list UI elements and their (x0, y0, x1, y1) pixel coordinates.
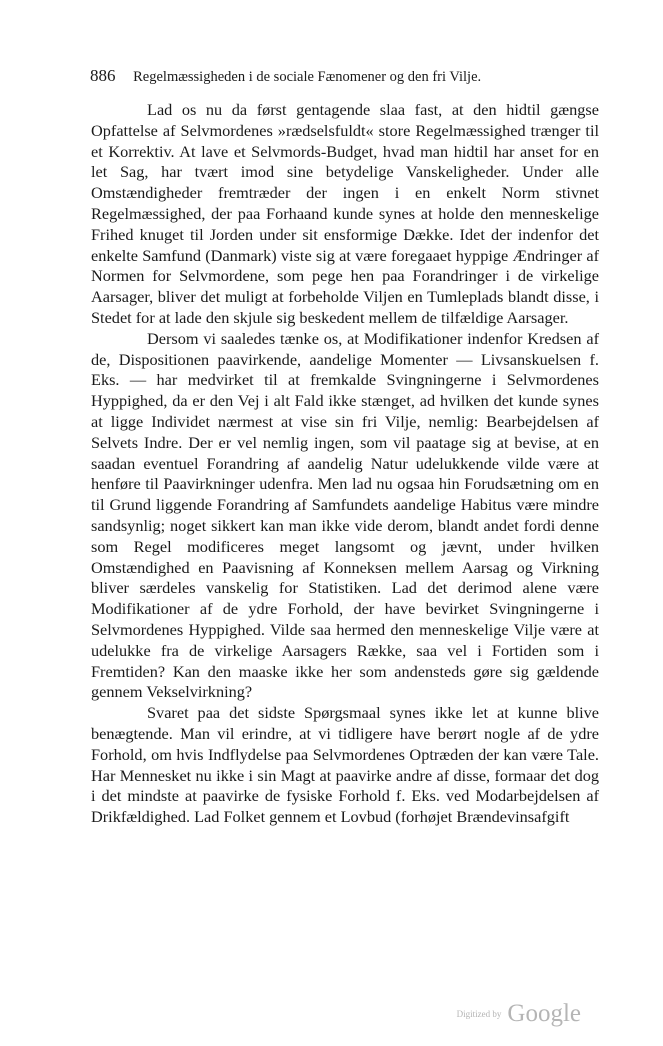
digitized-watermark (457, 1000, 581, 1028)
running-title: Regelmæssigheden i de sociale Fænomener og den fri Vilje. (133, 69, 482, 85)
paragraph-2: Dersom vi saaledes tænke os, at Modifikationer indenfor Kredsen af de, Dispositionen paavirkende, aandelige Momenter — Livsanskuelsen f. Eks. — har medvirket til at fremkalde Svingningerne i Selvmordenes Hyppighed, da er den Vej i alt Fald ikke stænget, ad hvilken det kunde synes at ligge Individet nærmest at vise sin fri Vilje, nemlig: Bearbejdelsen af Selvets Indre. Der er vel nemlig ingen, som vil paatage sig at bevise, at en saadan eventuel Forandring af aandelig Natur udelukkende vilde være at henføre til Paavirkninger udenfra. Men lad nu ogsaa hin Forudsætning om en til Grund liggende Forandring af Samfundets aandelige Habitus være mindre sandsynlig; noget sikkert kan man ikke vide derom, blandt andet fordi denne som Regel modificeres meget langsomt og jævnt, under hvilken Omstændighed en Paavisning af Konneksen mellem Aarsag og Virkning bliver særdeles vanskelig for Statistiken. Lad det derimod alene være Modifikationer af de ydre Forhold, der have bevirket Svingningerne i Selvmordenes Hyppighed. Vilde saa hermed den menneskelige Vilje være at udelukke fra de virkelige Aarsagers Række, saa vel i Fortiden som i Fremtiden? Kan den maaske ikke her som andensteds gøre sig gældende gennem Vekselvirkning? (91, 328, 599, 702)
page-number: 886 (90, 66, 116, 85)
google-logo: Google (507, 1000, 581, 1027)
digitized-label: Digitized by (456, 1009, 502, 1019)
paragraph-3: Svaret paa det sidste Spørgsmaal synes ikke let at kunne blive benægtende. Man vil erindre, at vi tidligere have berørt nogle af de ydre Forhold, om hvis Indflydelse paa Selvmordenes Optræden der kan være Tale. Har Mennesket nu ikke i sin Magt at paavirke andre af disse, formaar det dog i det mindste at paavirke de fysiske Forhold f. Eks. ved Modarbejdelsen af Drikfældighed. Lad Folket gennem et Lovbud (forhøjet Brændevinsafgift (91, 703, 599, 827)
body-text (91, 100, 599, 828)
paragraph-1: Lad os nu da først gentagende slaa fast, at den hidtil gængse Opfattelse af Selvmordenes »rædselsfuldt« store Regelmæssighed trænger til et Korrektiv. At lave et Selvmords-Budget, hvad man hidtil har anset for en let Sag, har tvært imod sine betydelige Vanskeligheder. Under alle Omstændigheder fremtræder der ingen i en enkelt Norm stivnet Regelmæssighed, der paa Forhaand kunde synes at holde den menneskelige Frihed knuget til Jorden under sit ensformige Dække. Idet der indenfor det enkelte Samfund (Danmark) viste sig at være foregaaet hyppige Ændringer af Normen for Selvmordene, som pege hen paa Forandringer i de virkelige Aarsager, bliver det muligt at forbeholde Viljen en Tumleplads blandt disse, i Stedet for at lade den skjule sig beskedent mellem de tilfældige Aarsager. (91, 100, 599, 327)
running-header (90, 66, 590, 86)
